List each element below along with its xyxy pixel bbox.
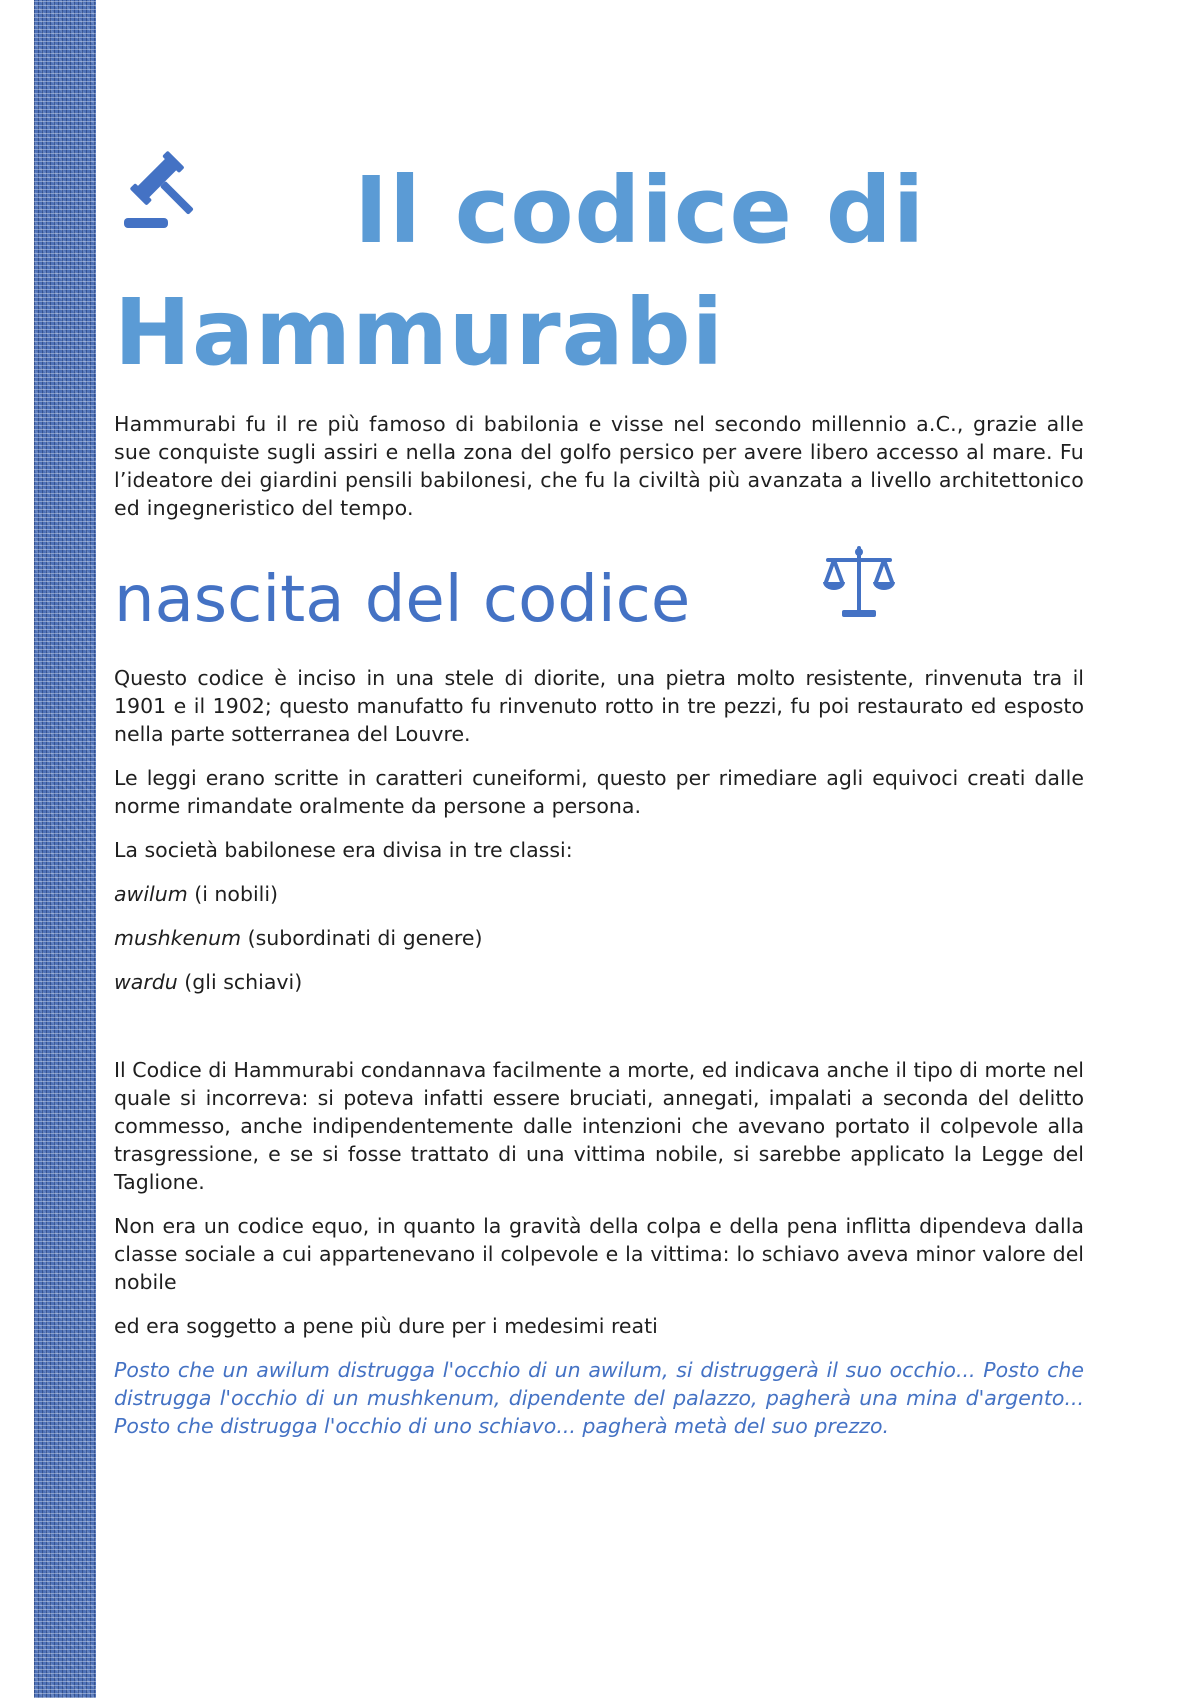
paragraph-cuneiform: Le leggi erano scritte in caratteri cuneiformi, questo per rimediare agli equivoci creati dalle norme rimandate oralmente da persone a persona. [114,766,1084,818]
scales-icon [820,544,898,622]
paragraph-harsher: ed era soggetto a pene più dure per i medesimi reati [114,1314,658,1338]
class-item [114,880,1084,908]
paragraph-death-penalty: Il Codice di Hammurabi condannava facilmente a morte, ed indicava anche il tipo di morte nel quale si incorreva: si poteva infatti essere bruciati, annegati, impalati a seconda del delitto commesso, anche indipendentemente dalle intenzioni che avevano portato il colpevole alla trasgressione, e se si fosse trattato di una vittima nobile, si sarebbe applicato la Legge del Taglione. [114,1058,1084,1194]
class-desc: (i nobili) [187,882,279,906]
section-heading: nascita del codice [114,563,691,637]
intro-paragraph: Hammurabi fu il re più famoso di babilonia e visse nel secondo millennio a.C., grazie alle sue conquiste sugli assiri e nella zona del golfo persico per avere libero accesso al mare. Fu l’ideatore dei giardini pensili babilonesi, che fu la civiltà più avanzata a livello architettonico ed ingegneristico del tempo. [114,412,1084,520]
class-item [114,924,1084,952]
class-desc: (subordinati di genere) [241,926,483,950]
body-text [114,664,1084,1456]
class-term: wardu [114,970,178,994]
page-title: Il codice di Hammurabi [114,157,926,386]
paragraph-classes-intro: La società babilonese era divisa in tre classi: [114,838,573,862]
class-term: mushkenum [114,926,242,950]
paragraph-stele: Questo codice è inciso in una stele di diorite, una pietra molto resistente, rinvenuta tra il 1901 e il 1902; questo manufatto fu rinvenuto rotto in tre pezzi, fu poi restaurato ed esposto nella parte sotterranea del Louvre. [114,666,1084,746]
decorative-side-strip [34,0,96,1698]
quote-paragraph: Posto che un awilum distrugga l'occhio di un awilum, si distruggerà il suo occhio... Posto che distrugga l'occhio di un mushkenum, dipendente del palazzo, pagherà una mina d'argento... Posto che distrugga l'occhio di uno schiavo... pagherà metà del suo prezzo. [114,1358,1084,1438]
class-term: awilum [114,882,188,906]
class-desc: (gli schiavi) [177,970,303,994]
spacer [114,1012,1084,1056]
paragraph-inequity: Non era un codice equo, in quanto la gravità della colpa e della pena inflitta dipendeva dalla classe sociale a cui appartenevano il colpevole e la vittima: lo schiavo aveva minor valore del nobile [114,1214,1084,1294]
class-item [114,968,1084,996]
